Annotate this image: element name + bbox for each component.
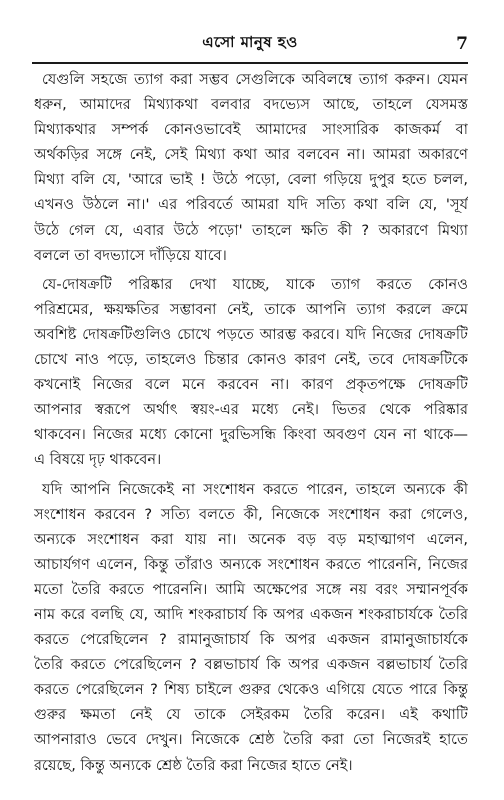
- page-number: 7: [456, 34, 468, 54]
- text-line: অবশিষ্ট দোষক্রটিগুলিও চোখে পড়তে আরম্ভ করবে। যদি নিজের দোষক্রটি: [34, 325, 468, 343]
- text-line: রয়েছে, কিন্তু অন্যকে শ্রেষ্ঠ তৈরি করা নিজের হাতে নেই।: [34, 756, 353, 774]
- text-line: আপনারাও ভেবে দেখুন। নিজেকে শ্রেষ্ঠ তৈরি করা তো নিজেরই হাতে: [34, 731, 468, 749]
- text-line: নাম করে বলছি যে, আদি শংকরাচার্য কি অপর একজন শংকরাচার্যকে তৈরি: [34, 605, 468, 623]
- paragraph: [34, 272, 468, 473]
- text-line: করতে পেরেছিলেন ? শিষ্য চাইলে গুরুর থেকেও এগিয়ে যেতে পারে কিন্তু: [34, 681, 468, 699]
- text-line: এ বিষয়ে দৃঢ় থাকবেন।: [34, 451, 162, 469]
- text-line: এখনও উঠলে না।' এর পরিবর্তে আমরা যদি সত্যি কথা বলি যে, 'সূর্য: [34, 196, 468, 214]
- text-line: চোখে নাও পড়ে, তাহলেও চিন্তার কোনও কারণ নেই, তবে দোষক্রটিকে: [34, 351, 468, 369]
- text-line: অন্যকে সংশোধন করা যায় না। অনেক বড় বড় মহাত্মাগণ এলেন,: [34, 530, 468, 548]
- text-line: মিথ্যাকথার সম্পর্ক কোনওভাবেই আমাদের সাংসারিক কাজকর্ম বা: [34, 121, 468, 139]
- text-line: আচার্যগণ এলেন, কিন্তু তাঁরাও অন্যকে সংশোধন করতে পারেননি, নিজের: [34, 555, 468, 573]
- header-title: এসো মানুষ হও: [202, 33, 298, 51]
- text-line: উঠে গেল যে, এবার উঠে পড়ো' তাহলে ক্ষতি কী ? অকারণে মিথ্যা: [34, 221, 468, 239]
- body-text: [34, 67, 468, 782]
- text-line: বললে তা বদভ্যাসে দাঁড়িয়ে যাবে।: [34, 246, 227, 264]
- text-line: তৈরি করতে পেরেছিলেন ? বল্লভাচার্য কি অপর একজন বল্লভাচার্য তৈরি: [34, 656, 468, 674]
- text-line: মিথ্যা বলি যে, 'আরে ভাই ! উঠে পড়ো, বেলা গড়িয়ে দুপুর হতে চলল,: [34, 171, 468, 189]
- paragraph: [34, 67, 468, 268]
- text-line: পরিশ্রমের, ক্ষয়ক্ষতির সম্ভাবনা নেই, তাকে আপনি ত্যাগ করলে ক্রমে: [34, 300, 468, 318]
- header-rule: [32, 62, 468, 64]
- text-line: আপনার স্বরূপে অর্থাৎ স্বয়ং-এর মধ্যে নেই। ভিতর থেকে পরিষ্কার: [34, 401, 468, 419]
- text-line: যেগুলি সহজে ত্যাগ করা সম্ভব সেগুলিকে অবিলম্বে ত্যাগ করুন। যেমন: [42, 71, 468, 88]
- text-line: ধরুন, আমাদের মিথ্যাকথা বলবার বদভ্যেস আছে, তাহলে যেসমস্ত: [34, 96, 468, 114]
- text-line: মতো তৈরি করতে পারেননি। আমি অক্ষেপের সঙ্গে নয় বরং সম্মানপূর্বক: [34, 580, 468, 598]
- text-line: থাকবেন। নিজের মধ্যে কোনো দুরভিসন্ধি কিংবা অবগুণ যেন না থাকে—: [34, 426, 468, 444]
- text-line: সংশোধন করবেন ? সত্যি বলতে কী, নিজেকে সংশোধন করা গেলেও,: [34, 505, 468, 523]
- running-header: [32, 30, 468, 56]
- text-line: অর্থকড়ির সঙ্গে নেই, সেই মিথ্যা কথা আর বলবেন না। আমরা অকারণে: [34, 146, 468, 164]
- text-line: করতে পেরেছিলেন ? রামানুজাচার্য কি অপর একজন রামানুজাচার্যকে: [34, 631, 468, 649]
- paragraph: [34, 477, 468, 778]
- text-line: যদি আপনি নিজেকেই না সংশোধন করতে পারেন, তাহলে অন্যকে কী: [42, 480, 468, 498]
- text-line: গুরুর ক্ষমতা নেই যে তাকে সেইরকম তৈরি করেন। এই কথাটি: [34, 706, 468, 724]
- text-line: যে-দোষক্রটি পরিষ্কার দেখা যাচ্ছে, যাকে ত্যাগ করতে কোনও: [42, 275, 468, 293]
- text-line: কখনোই নিজের বলে মনে করবেন না। কারণ প্রকৃতপক্ষে দোষক্রটি: [34, 376, 468, 394]
